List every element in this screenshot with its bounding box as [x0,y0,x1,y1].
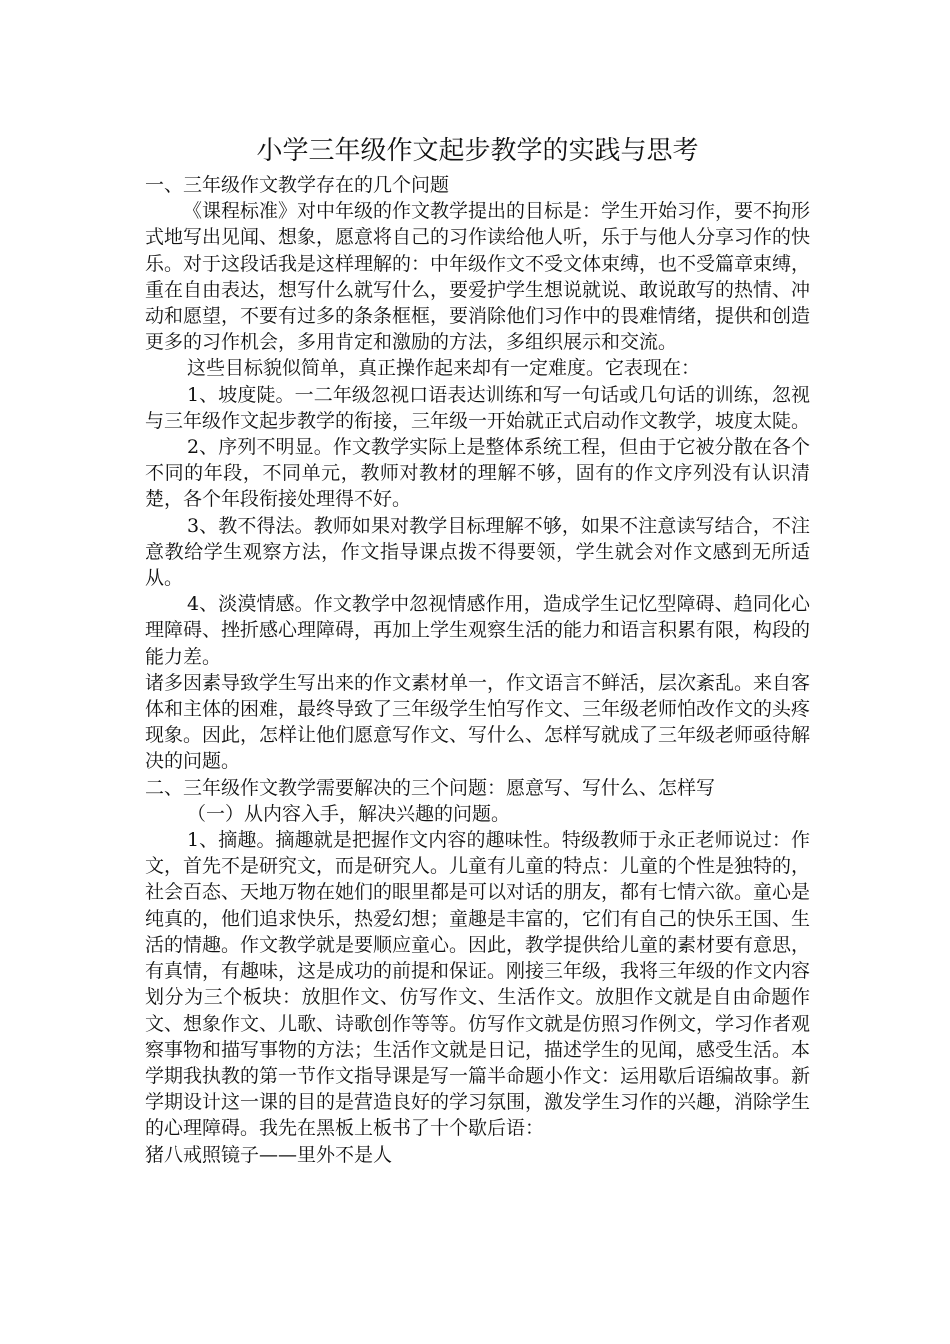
paragraph-point-4: 4、淡漠情感。作文教学中忽视情感作用，造成学生记忆型障碍、趋同化心理障碍、挫折感心理障碍，再加上学生观察生活的能力和语言积累有限，构段的能力差。 [145,593,811,668]
paragraph-point-1: 1、坡度陡。一二年级忽视口语表达训练和写一句话或几句话的训练，忽视与三年级作文起步教学的衔接，三年级一开始就正式启动作文教学，坡度太陡。 [145,383,811,432]
section-heading-1: 一、三年级作文教学存在的几个问题 [145,174,450,196]
document-page [145,130,810,1168]
paragraph-proverb-1: 猪八戒照镜子——里外不是人 [145,1143,393,1166]
paragraph-point-3: 3、教不得法。教师如果对教学目标理解不够，如果不注意读写结合，不注意教给学生观察方法，作文指导课点拨不得要领，学生就会对作文感到无所适从。 [145,514,810,590]
paragraph-curriculum-goal: 《课程标准》对中年级的作文教学提出的目标是：学生开始习作，要不拘形式地写出见闻、想象，愿意将自己的习作读给他人听，乐于与他人分享习作的快乐。对于这段话我是这样理解的：中年级作文不受文体束缚，也不受篇章束缚，重在自由表达，想写什么就写什么，要爱护学生想说就说、敢说敢写的热情、冲动和愿望，不要有过多的条条框框，要消除他们习作中的畏难情绪，提供和创造更多的习作机会，多用肯定和激励的方法，多组织展示和交流。 [145,200,811,354]
paragraph-difficulty-intro: 这些目标貌似简单，真正操作起来却有一定难度。它表现在： [187,357,701,380]
document-title: 小学三年级作文起步教学的实践与思考 [256,136,699,166]
paragraph-summary: 诸多因素导致学生写出来的作文素材单一，作文语言不鲜活，层次紊乱。来自客体和主体的困难，最终导致了三年级学生怕写作文、三年级老师怕改作文的头疼现象。因此，怎样让他们愿意写作文、写什么、怎样写就成了三年级老师亟待解决的问题。 [145,671,811,773]
paragraph-interest: 1、摘趣。摘趣就是把握作文内容的趣味性。特级教师于永正老师说过：作文，首先不是研究文，而是研究人。儿童有儿童的特点：儿童的个性是独特的，社会百态、天地万物在她们的眼里都是可以对话的朋友，都有七情六欲。童心是纯真的，他们追求快乐，热爱幻想；童趣是丰富的，它们有自己的快乐王国、生活的情趣。作文教学就是要顺应童心。因此，教学提供给儿童的素材要有意思，有真情，有趣味，这是成功的前提和保证。刚接三年级，我将三年级的作文内容划分为三个板块：放胆作文、仿写作文、生活作文。放胆作文就是自由命题作文、想象作文、儿歌、诗歌创作等等。仿写作文就是仿照习作例文，学习作者观察事物和描写事物的方法；生活作文就是日记，描述学生的见闻，感受生活。本学期我执教的第一节作文指导课是写一篇半命题小作文：运用歇后语编故事。新学期设计这一课的目的是营造良好的学习氛围，激发学生习作的兴趣，消除学生的心理障碍。我先在黑板上板书了十个歇后语： [145,829,811,1140]
section-heading-2: 二、三年级作文教学需要解决的三个问题：愿意写、写什么、怎样写 [145,776,716,799]
subsection-heading-1: （一）从内容入手，解决兴趣的问题。 [187,802,511,825]
paragraph-point-2: 2、序列不明显。作文教学实际上是整体系统工程，但由于它被分散在各个不同的年段，不同单元，教师对教材的理解不够，固有的作文序列没有认识清楚，各个年段衔接处理得不好。 [145,436,810,511]
